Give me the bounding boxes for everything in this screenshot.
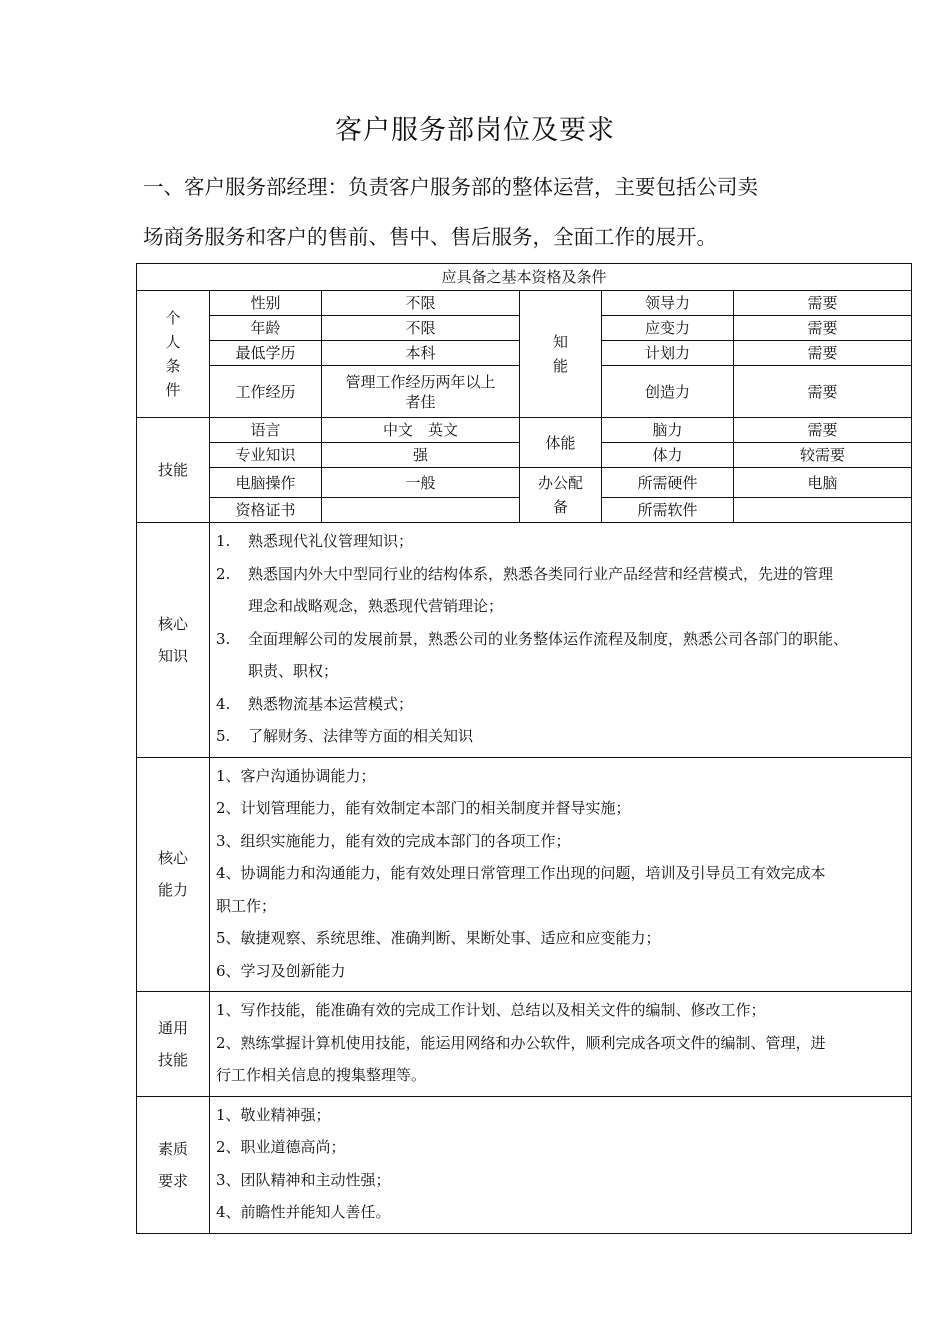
quality-label: 素质 要求: [137, 1096, 210, 1233]
leadership-label: 领导力: [602, 291, 734, 316]
gender-label: 性别: [210, 291, 322, 316]
list-item-continued: 职责、职权；: [248, 662, 339, 680]
general-skills-content: [210, 992, 912, 1097]
planning-label: 计划力: [602, 341, 734, 366]
quality-content: [210, 1096, 912, 1233]
expertise-label: 专业知识: [210, 443, 322, 468]
mental-value: 需要: [734, 418, 912, 443]
list-item: 2、职业道德高尚；: [216, 1138, 346, 1156]
list-item: 5. 了解财务、法律等方面的相关知识: [216, 727, 474, 745]
core-knowledge-content: [210, 523, 912, 758]
list-item: 2、熟练掌握计算机使用技能，能运用网络和办公软件，顺利完成各项文件的编制、管理，进: [216, 1033, 826, 1052]
list-item: 5、敏捷观察、系统思维、准确判断、果断处事、适应和应变能力；: [216, 929, 661, 947]
creativity-value: 需要: [734, 366, 912, 418]
planning-value: 需要: [734, 341, 912, 366]
list-item: 1. 熟悉现代礼仪管理知识；: [216, 532, 414, 550]
core-ability-label: 核心 能力: [137, 757, 210, 992]
list-item-continued: 职工作；: [216, 896, 277, 915]
list-item: 1、敬业精神强；: [216, 1105, 331, 1124]
stamina-value: 较需要: [734, 443, 912, 468]
table-header: 应具备之基本资格及条件: [137, 264, 912, 291]
software-label: 所需软件: [602, 498, 734, 523]
list-item: 4、前瞻性并能知人善任。: [216, 1203, 391, 1221]
general-skills-label: 通用 技能: [137, 992, 210, 1097]
list-item: 3、组织实施能力，能有效的完成本部门的各项工作；: [216, 831, 571, 850]
list-item-continued: 行工作相关信息的搜集整理等。: [216, 1066, 427, 1084]
language-value: 中文 英文: [322, 418, 520, 443]
list-item: 1、客户沟通协调能力；: [216, 766, 376, 785]
intro-line-2: 场商务服务和客户的售前、售中、售后服务，全面工作的展开。: [143, 225, 717, 249]
software-value: [734, 498, 912, 523]
physical-label: 体能: [520, 418, 602, 468]
personal-conditions-label: 个 人 条 件: [137, 291, 210, 418]
hardware-label: 所需硬件: [602, 468, 734, 498]
zhineng-label: 知 能: [520, 291, 602, 418]
list-item: 1、写作技能，能准确有效的完成工作计划、总结以及相关文件的编制、修改工作；: [216, 1001, 766, 1019]
experience-value: 管理工作经历两年以上 者佳: [322, 366, 520, 418]
list-item: 2. 熟悉国内外大中型同行业的结构体系，熟悉各类同行业产品经营和经营模式，先进的管理: [216, 564, 834, 583]
list-item: 4. 熟悉物流基本运营模式；: [216, 694, 414, 713]
list-item-continued: 理念和战略观念，熟悉现代营销理论；: [248, 597, 504, 615]
stamina-label: 体力: [602, 443, 734, 468]
list-item: 4、协调能力和沟通能力，能有效处理日常管理工作出现的问题，培训及引导员工有效完成本: [216, 864, 826, 882]
list-item: 6、学习及创新能力: [216, 961, 346, 980]
list-item: 2、计划管理能力，能有效制定本部门的相关制度并督导实施；: [216, 799, 631, 817]
adaptability-label: 应变力: [602, 316, 734, 341]
computer-value: 一般: [322, 468, 520, 498]
core-ability-content: [210, 757, 912, 992]
experience-label: 工作经历: [210, 366, 322, 418]
office-equipment-label: 办公配 备: [520, 468, 602, 523]
leadership-value: 需要: [734, 291, 912, 316]
skills-label: 技能: [137, 418, 210, 523]
qualification-table: [136, 263, 912, 1234]
intro-line-1: 一、客户服务部经理：负责客户服务部的整体运营，主要包括公司卖: [143, 175, 758, 199]
certificate-value: [322, 498, 520, 523]
expertise-value: 强: [322, 443, 520, 468]
creativity-label: 创造力: [602, 366, 734, 418]
list-item: 3、团队精神和主动性强；: [216, 1170, 391, 1189]
mental-label: 脑力: [602, 418, 734, 443]
page-title: 客户服务部岗位及要求: [335, 115, 615, 146]
computer-label: 电脑操作: [210, 468, 322, 498]
language-label: 语言: [210, 418, 322, 443]
gender-value: 不限: [322, 291, 520, 316]
list-item: 3. 全面理解公司的发展前景，熟悉公司的业务整体运作流程及制度，熟悉公司各部门的职能、: [216, 629, 849, 648]
education-label: 最低学历: [210, 341, 322, 366]
hardware-value: 电脑: [734, 468, 912, 498]
education-value: 本科: [322, 341, 520, 366]
adaptability-value: 需要: [734, 316, 912, 341]
age-label: 年龄: [210, 316, 322, 341]
certificate-label: 资格证书: [210, 498, 322, 523]
core-knowledge-label: 核心 知识: [137, 523, 210, 758]
age-value: 不限: [322, 316, 520, 341]
